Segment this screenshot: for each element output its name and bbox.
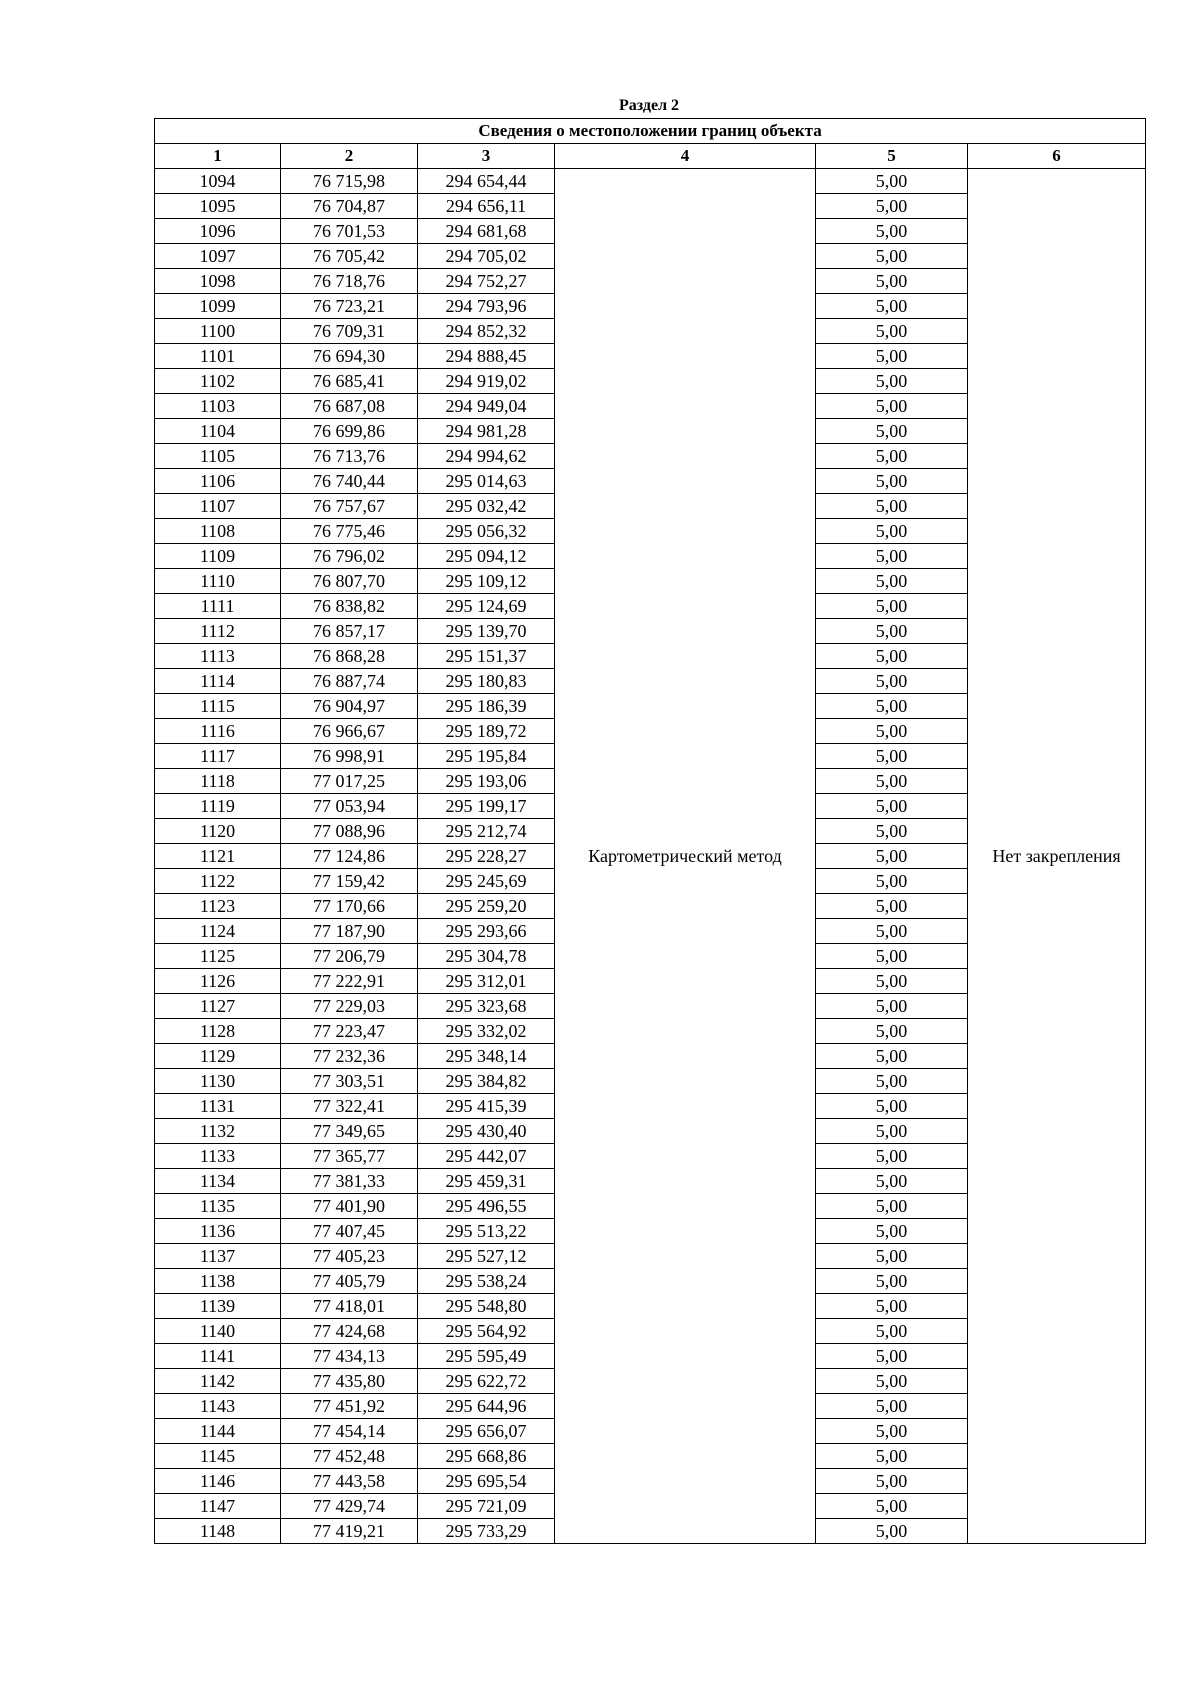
coordinate-y: 294 919,02 — [418, 369, 555, 394]
coordinate-y: 295 259,20 — [418, 894, 555, 919]
coordinate-x: 76 757,67 — [281, 494, 418, 519]
point-number: 1129 — [155, 1044, 281, 1069]
coordinate-x: 76 723,21 — [281, 294, 418, 319]
coordinate-y: 295 622,72 — [418, 1369, 555, 1394]
point-number: 1100 — [155, 319, 281, 344]
coordinate-x: 76 857,17 — [281, 619, 418, 644]
column-number: 6 — [968, 144, 1146, 169]
column-number: 4 — [555, 144, 816, 169]
point-number: 1130 — [155, 1069, 281, 1094]
accuracy-value: 5,00 — [816, 1244, 968, 1269]
point-number: 1101 — [155, 344, 281, 369]
coordinate-y: 295 323,68 — [418, 994, 555, 1019]
accuracy-value: 5,00 — [816, 1469, 968, 1494]
coordinate-y: 294 949,04 — [418, 394, 555, 419]
point-number: 1132 — [155, 1119, 281, 1144]
point-number: 1106 — [155, 469, 281, 494]
coordinate-y: 295 384,82 — [418, 1069, 555, 1094]
table-title: Сведения о местоположении границ объекта — [155, 119, 1146, 144]
coordinate-y: 295 056,32 — [418, 519, 555, 544]
coordinate-x: 77 222,91 — [281, 969, 418, 994]
coordinate-x: 77 159,42 — [281, 869, 418, 894]
coordinate-y: 295 733,29 — [418, 1519, 555, 1544]
coordinate-x: 76 868,28 — [281, 644, 418, 669]
point-number: 1136 — [155, 1219, 281, 1244]
coordinate-x: 76 705,42 — [281, 244, 418, 269]
accuracy-value: 5,00 — [816, 469, 968, 494]
coordinate-x: 76 715,98 — [281, 169, 418, 194]
accuracy-value: 5,00 — [816, 994, 968, 1019]
accuracy-value: 5,00 — [816, 744, 968, 769]
coordinate-x: 77 451,92 — [281, 1394, 418, 1419]
table-body — [155, 119, 1146, 1544]
coordinate-y: 294 793,96 — [418, 294, 555, 319]
accuracy-value: 5,00 — [816, 369, 968, 394]
coordinate-y: 294 752,27 — [418, 269, 555, 294]
point-number: 1123 — [155, 894, 281, 919]
accuracy-value: 5,00 — [816, 869, 968, 894]
accuracy-value: 5,00 — [816, 244, 968, 269]
coordinate-y: 294 656,11 — [418, 194, 555, 219]
coordinate-y: 295 332,02 — [418, 1019, 555, 1044]
accuracy-value: 5,00 — [816, 1394, 968, 1419]
accuracy-value: 5,00 — [816, 519, 968, 544]
coordinate-x: 76 740,44 — [281, 469, 418, 494]
point-number: 1128 — [155, 1019, 281, 1044]
accuracy-value: 5,00 — [816, 1419, 968, 1444]
coordinate-y: 295 032,42 — [418, 494, 555, 519]
accuracy-value: 5,00 — [816, 1319, 968, 1344]
point-number: 1107 — [155, 494, 281, 519]
point-number: 1138 — [155, 1269, 281, 1294]
coordinate-y: 295 109,12 — [418, 569, 555, 594]
column-number-row — [155, 144, 1146, 169]
accuracy-value: 5,00 — [816, 894, 968, 919]
point-number: 1116 — [155, 719, 281, 744]
point-number: 1109 — [155, 544, 281, 569]
point-number: 1121 — [155, 844, 281, 869]
coordinate-y: 295 180,83 — [418, 669, 555, 694]
coordinate-x: 77 419,21 — [281, 1519, 418, 1544]
coordinate-x: 77 407,45 — [281, 1219, 418, 1244]
point-number: 1145 — [155, 1444, 281, 1469]
point-number: 1097 — [155, 244, 281, 269]
coordinate-x: 77 322,41 — [281, 1094, 418, 1119]
coordinate-y: 295 245,69 — [418, 869, 555, 894]
accuracy-value: 5,00 — [816, 1294, 968, 1319]
point-number: 1119 — [155, 794, 281, 819]
method-cell: Картометрический метод — [555, 169, 816, 1544]
accuracy-value: 5,00 — [816, 219, 968, 244]
coordinate-x: 77 381,33 — [281, 1169, 418, 1194]
coordinate-y: 295 668,86 — [418, 1444, 555, 1469]
accuracy-value: 5,00 — [816, 269, 968, 294]
point-number: 1115 — [155, 694, 281, 719]
coordinate-y: 295 442,07 — [418, 1144, 555, 1169]
accuracy-value: 5,00 — [816, 1444, 968, 1469]
coordinate-y: 295 151,37 — [418, 644, 555, 669]
point-number: 1134 — [155, 1169, 281, 1194]
accuracy-value: 5,00 — [816, 494, 968, 519]
point-number: 1137 — [155, 1244, 281, 1269]
coordinate-y: 294 994,62 — [418, 444, 555, 469]
accuracy-value: 5,00 — [816, 1069, 968, 1094]
coordinate-y: 295 124,69 — [418, 594, 555, 619]
coordinate-y: 295 014,63 — [418, 469, 555, 494]
coordinate-x: 77 303,51 — [281, 1069, 418, 1094]
coordinate-x: 77 405,79 — [281, 1269, 418, 1294]
point-number: 1144 — [155, 1419, 281, 1444]
accuracy-value: 5,00 — [816, 694, 968, 719]
point-number: 1125 — [155, 944, 281, 969]
coordinate-x: 77 424,68 — [281, 1319, 418, 1344]
coordinate-y: 295 644,96 — [418, 1394, 555, 1419]
accuracy-value: 5,00 — [816, 1494, 968, 1519]
coordinate-y: 295 094,12 — [418, 544, 555, 569]
accuracy-value: 5,00 — [816, 769, 968, 794]
fixing-cell: Нет закрепления — [968, 169, 1146, 1544]
section-title: Раздел 2 — [618, 97, 680, 114]
accuracy-value: 5,00 — [816, 1169, 968, 1194]
point-number: 1124 — [155, 919, 281, 944]
accuracy-value: 5,00 — [816, 544, 968, 569]
coordinate-y: 295 348,14 — [418, 1044, 555, 1069]
coordinate-x: 77 434,13 — [281, 1344, 418, 1369]
coordinate-y: 295 193,06 — [418, 769, 555, 794]
point-number: 1148 — [155, 1519, 281, 1544]
coordinate-x: 76 709,31 — [281, 319, 418, 344]
coordinate-y: 295 195,84 — [418, 744, 555, 769]
coordinate-y: 294 681,68 — [418, 219, 555, 244]
point-number: 1102 — [155, 369, 281, 394]
coordinate-y: 295 312,01 — [418, 969, 555, 994]
coordinate-y: 295 186,39 — [418, 694, 555, 719]
accuracy-value: 5,00 — [816, 619, 968, 644]
coordinate-y: 294 654,44 — [418, 169, 555, 194]
point-number: 1104 — [155, 419, 281, 444]
accuracy-value: 5,00 — [816, 919, 968, 944]
point-number: 1140 — [155, 1319, 281, 1344]
coordinate-x: 76 966,67 — [281, 719, 418, 744]
point-number: 1126 — [155, 969, 281, 994]
accuracy-value: 5,00 — [816, 794, 968, 819]
point-number: 1127 — [155, 994, 281, 1019]
coordinate-x: 76 694,30 — [281, 344, 418, 369]
point-number: 1133 — [155, 1144, 281, 1169]
accuracy-value: 5,00 — [816, 419, 968, 444]
point-number: 1103 — [155, 394, 281, 419]
coordinate-y: 294 981,28 — [418, 419, 555, 444]
coordinate-y: 295 595,49 — [418, 1344, 555, 1369]
accuracy-value: 5,00 — [816, 444, 968, 469]
accuracy-value: 5,00 — [816, 1144, 968, 1169]
coordinate-x: 77 452,48 — [281, 1444, 418, 1469]
coordinate-y: 295 293,66 — [418, 919, 555, 944]
point-number: 1131 — [155, 1094, 281, 1119]
coordinate-x: 77 232,36 — [281, 1044, 418, 1069]
coordinate-y: 295 538,24 — [418, 1269, 555, 1294]
point-number: 1142 — [155, 1369, 281, 1394]
point-number: 1110 — [155, 569, 281, 594]
coordinate-y: 295 459,31 — [418, 1169, 555, 1194]
coordinate-x: 76 775,46 — [281, 519, 418, 544]
point-number: 1135 — [155, 1194, 281, 1219]
coordinate-y: 295 548,80 — [418, 1294, 555, 1319]
point-number: 1146 — [155, 1469, 281, 1494]
column-number: 1 — [155, 144, 281, 169]
coordinate-y: 295 430,40 — [418, 1119, 555, 1144]
coordinate-y: 295 415,39 — [418, 1094, 555, 1119]
column-number: 5 — [816, 144, 968, 169]
coordinate-x: 76 699,86 — [281, 419, 418, 444]
coordinate-x: 76 713,76 — [281, 444, 418, 469]
accuracy-value: 5,00 — [816, 669, 968, 694]
accuracy-value: 5,00 — [816, 1194, 968, 1219]
point-number: 1122 — [155, 869, 281, 894]
coordinate-x: 76 904,97 — [281, 694, 418, 719]
accuracy-value: 5,00 — [816, 1094, 968, 1119]
point-number: 1105 — [155, 444, 281, 469]
coordinate-x: 76 718,76 — [281, 269, 418, 294]
coordinate-x: 76 838,82 — [281, 594, 418, 619]
accuracy-value: 5,00 — [816, 1344, 968, 1369]
point-number: 1099 — [155, 294, 281, 319]
coordinate-y: 295 199,17 — [418, 794, 555, 819]
coordinate-y: 295 228,27 — [418, 844, 555, 869]
coordinate-x: 77 365,77 — [281, 1144, 418, 1169]
point-number: 1141 — [155, 1344, 281, 1369]
point-number: 1143 — [155, 1394, 281, 1419]
coordinate-x: 76 807,70 — [281, 569, 418, 594]
point-number: 1094 — [155, 169, 281, 194]
point-number: 1111 — [155, 594, 281, 619]
column-number: 2 — [281, 144, 418, 169]
accuracy-value: 5,00 — [816, 1119, 968, 1144]
point-number: 1117 — [155, 744, 281, 769]
coordinate-x: 77 223,47 — [281, 1019, 418, 1044]
coordinate-y: 295 139,70 — [418, 619, 555, 644]
accuracy-value: 5,00 — [816, 944, 968, 969]
point-number: 1096 — [155, 219, 281, 244]
coordinate-y: 294 888,45 — [418, 344, 555, 369]
coordinate-x: 77 206,79 — [281, 944, 418, 969]
coordinate-x: 77 170,66 — [281, 894, 418, 919]
coordinate-x: 77 405,23 — [281, 1244, 418, 1269]
coordinate-x: 77 435,80 — [281, 1369, 418, 1394]
coordinate-x: 77 429,74 — [281, 1494, 418, 1519]
accuracy-value: 5,00 — [816, 594, 968, 619]
point-number: 1120 — [155, 819, 281, 844]
accuracy-value: 5,00 — [816, 819, 968, 844]
point-number: 1095 — [155, 194, 281, 219]
table-title-row — [155, 119, 1146, 144]
coordinate-y: 295 695,54 — [418, 1469, 555, 1494]
accuracy-value: 5,00 — [816, 194, 968, 219]
accuracy-value: 5,00 — [816, 294, 968, 319]
coordinate-y: 295 564,92 — [418, 1319, 555, 1344]
coordinate-x: 76 687,08 — [281, 394, 418, 419]
point-number: 1113 — [155, 644, 281, 669]
coordinate-x: 77 017,25 — [281, 769, 418, 794]
point-number: 1112 — [155, 619, 281, 644]
accuracy-value: 5,00 — [816, 394, 968, 419]
point-number: 1098 — [155, 269, 281, 294]
accuracy-value: 5,00 — [816, 1369, 968, 1394]
coordinate-x: 77 443,58 — [281, 1469, 418, 1494]
coordinate-x: 77 349,65 — [281, 1119, 418, 1144]
point-number: 1108 — [155, 519, 281, 544]
coordinate-y: 295 212,74 — [418, 819, 555, 844]
coordinate-x: 77 418,01 — [281, 1294, 418, 1319]
coordinate-y: 295 656,07 — [418, 1419, 555, 1444]
accuracy-value: 5,00 — [816, 1519, 968, 1544]
coordinate-x: 76 998,91 — [281, 744, 418, 769]
coordinate-x: 76 701,53 — [281, 219, 418, 244]
accuracy-value: 5,00 — [816, 1269, 968, 1294]
point-number: 1139 — [155, 1294, 281, 1319]
accuracy-value: 5,00 — [816, 844, 968, 869]
coordinate-y: 295 513,22 — [418, 1219, 555, 1244]
coordinate-x: 77 454,14 — [281, 1419, 418, 1444]
coordinate-x: 77 229,03 — [281, 994, 418, 1019]
coordinate-x: 76 887,74 — [281, 669, 418, 694]
coordinate-y: 294 705,02 — [418, 244, 555, 269]
accuracy-value: 5,00 — [816, 169, 968, 194]
coordinate-y: 295 304,78 — [418, 944, 555, 969]
coordinate-x: 76 685,41 — [281, 369, 418, 394]
point-number: 1147 — [155, 1494, 281, 1519]
coordinate-x: 77 401,90 — [281, 1194, 418, 1219]
boundary-coordinates-table — [154, 118, 1146, 1544]
accuracy-value: 5,00 — [816, 319, 968, 344]
accuracy-value: 5,00 — [816, 1044, 968, 1069]
coordinate-x: 77 053,94 — [281, 794, 418, 819]
coordinate-x: 76 704,87 — [281, 194, 418, 219]
point-number: 1118 — [155, 769, 281, 794]
accuracy-value: 5,00 — [816, 644, 968, 669]
coordinate-y: 294 852,32 — [418, 319, 555, 344]
coordinate-x: 76 796,02 — [281, 544, 418, 569]
accuracy-value: 5,00 — [816, 344, 968, 369]
coordinate-x: 77 088,96 — [281, 819, 418, 844]
coordinate-y: 295 189,72 — [418, 719, 555, 744]
coordinate-y: 295 496,55 — [418, 1194, 555, 1219]
accuracy-value: 5,00 — [816, 969, 968, 994]
accuracy-value: 5,00 — [816, 719, 968, 744]
accuracy-value: 5,00 — [816, 569, 968, 594]
coordinate-y: 295 527,12 — [418, 1244, 555, 1269]
accuracy-value: 5,00 — [816, 1019, 968, 1044]
coordinate-x: 77 187,90 — [281, 919, 418, 944]
accuracy-value: 5,00 — [816, 1219, 968, 1244]
coordinate-y: 295 721,09 — [418, 1494, 555, 1519]
column-number: 3 — [418, 144, 555, 169]
point-number: 1114 — [155, 669, 281, 694]
coordinate-x: 77 124,86 — [281, 844, 418, 869]
table-row — [155, 169, 1146, 194]
